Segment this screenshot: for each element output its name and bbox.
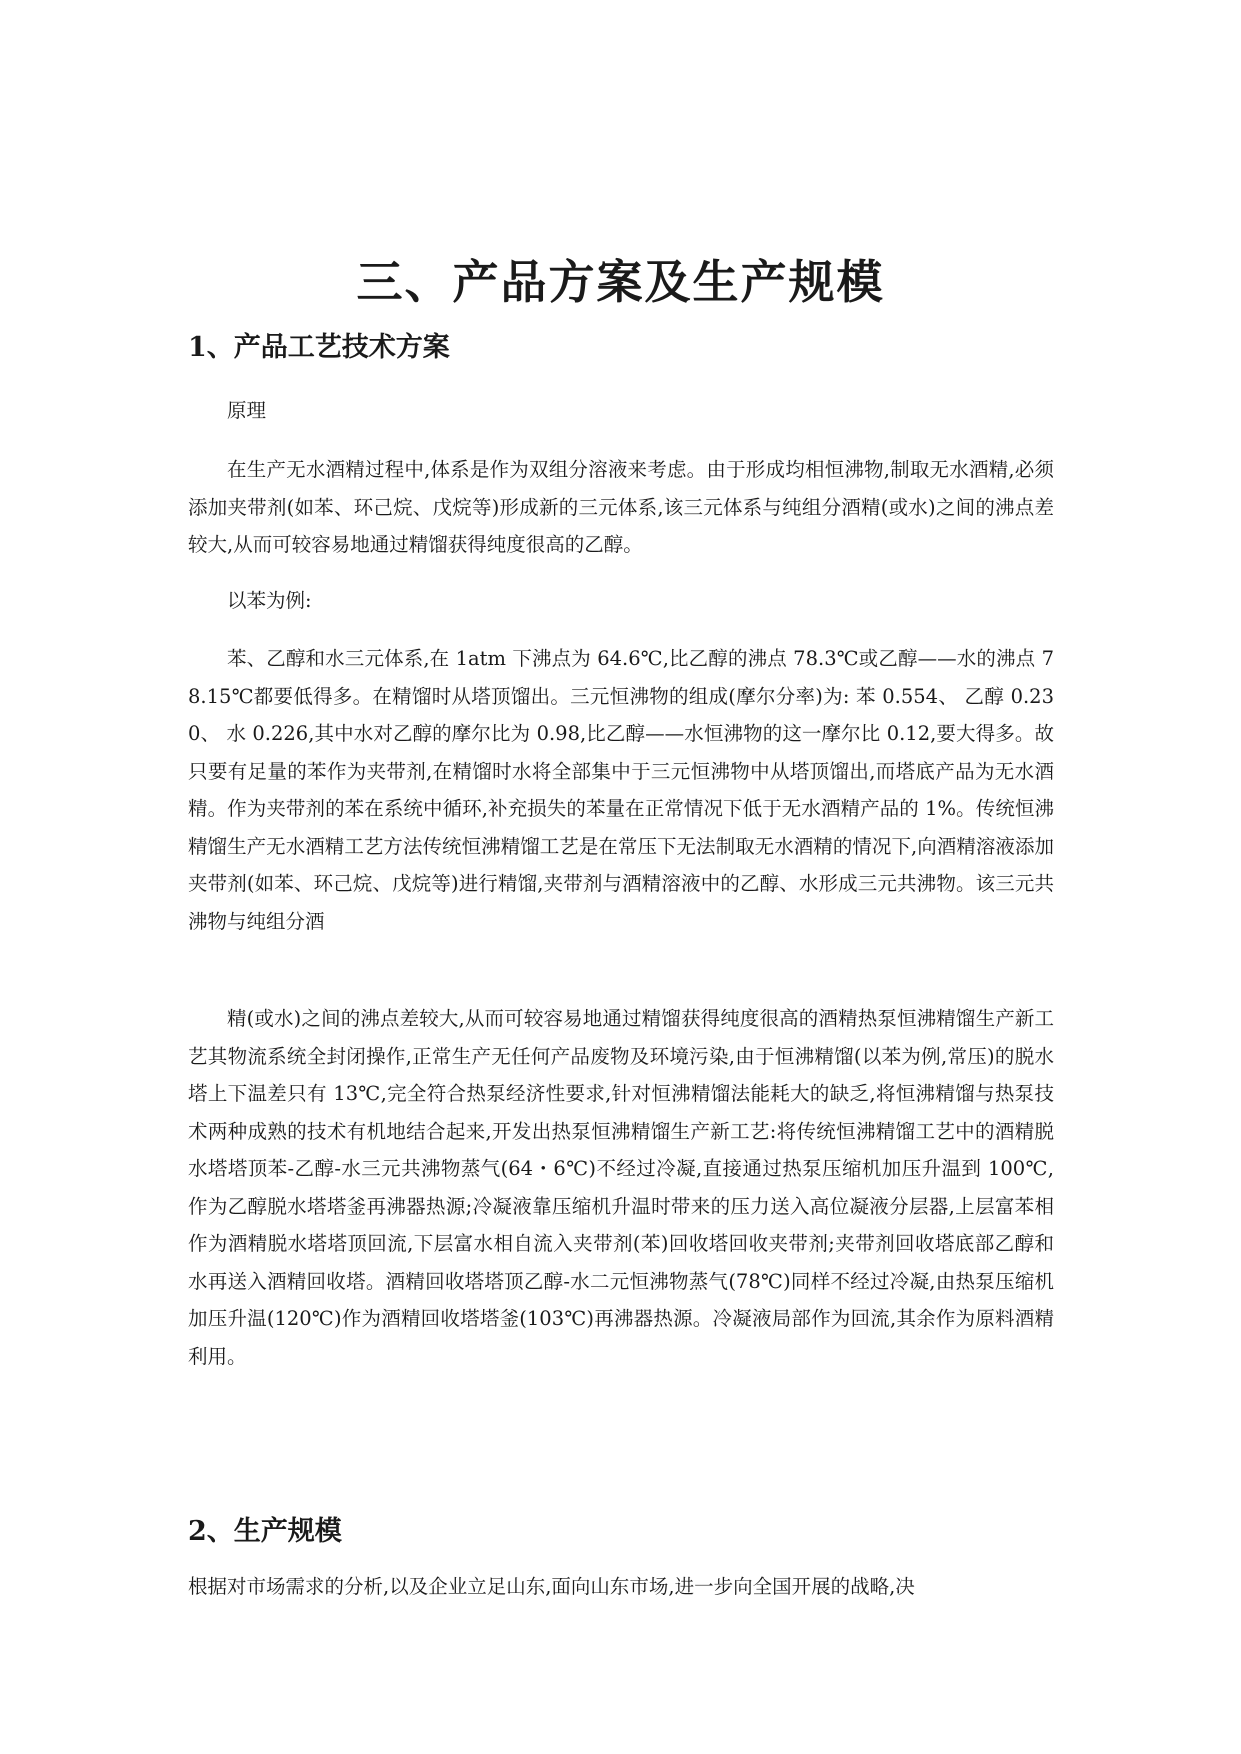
label-example: 以苯为例: [227, 589, 312, 612]
section-heading-scale: 2、生产规模 [188, 1516, 342, 1547]
paragraph-principle: 在生产无水酒精过程中,体系是作为双组分溶液来考虑。由于形成均相恒沸物,制取无水酒精,必须添加夹带剂(如苯、环己烷、戊烷等)形成新的三元体系,该三元体系与纯组分酒精(或水)之间的沸点差较大,从而可较容易地通过精馏获得纯度很高的乙醇。 [188, 458, 1054, 556]
paragraph-heat-pump-process: 精(或水)之间的沸点差较大,从而可较容易地通过精馏获得纯度很高的酒精热泵恒沸精馏生产新工艺其物流系统全封闭操作,正常生产无任何产品废物及环境污染,由于恒沸精馏(以苯为例,常压)的脱水塔上下温差只有 13℃,完全符合热泵经济性要求,针对恒沸精馏法能耗大的缺乏,将恒沸精馏与热泵技术两种成熟的技术有机地结合起来,开发出热泵恒沸精馏生产新工艺:将传统恒沸精馏工艺中的酒精脱水塔塔顶苯-乙醇-水三元共沸物蒸气(64・6℃)不经过冷凝,直接通过热泵压缩机加压升温到 100℃,作为乙醇脱水塔塔釜再沸器热源;冷凝液靠压缩机升温时带来的压力送入高位凝液分层器,上层富苯相作为酒精脱水塔塔顶回流,下层富水相自流入夹带剂(苯)回收塔回收夹带剂;夹带剂回收塔底部乙醇和水再送入酒精回收塔。酒精回收塔塔顶乙醇-水二元恒沸物蒸气(78℃)同样不经过冷凝,由热泵压缩机加压升温(120℃)作为酒精回收塔塔釜(103℃)再沸器热源。冷凝液局部作为回流,其余作为原料酒精利用。 [188, 1007, 1054, 1368]
page-title: 三、产品方案及生产规模 [356, 255, 885, 309]
paragraph-scale: 根据对市场需求的分析,以及企业立足山东,面向山东市场,进一步向全国开展的战略,决 [188, 1575, 915, 1598]
label-principle: 原理 [227, 399, 267, 422]
paragraph-benzene-example: 苯、乙醇和水三元体系,在 1atm 下沸点为 64.6℃,比乙醇的沸点 78.3℃或乙醇——水的沸点 78.15℃都要低得多。在精馏时从塔顶馏出。三元恒沸物的组成(摩尔分率)为: 苯 0.554、 乙醇 0.230、 水 0.226,其中水对乙醇的摩尔比为 0.98,比乙醇——水恒沸物的这一摩尔比 0.12,要大得多。故只要有足量的苯作为夹带剂,在精馏时水将全部集中于三元恒沸物中从塔顶馏出,而塔底产品为无水酒精。作为夹带剂的苯在系统中循环,补充损失的苯量在正常情况下低于无水酒精产品的 1%。传统恒沸精馏生产无水酒精工艺方法传统恒沸精馏工艺是在常压下无法制取无水酒精的情况下,向酒精溶液添加夹带剂(如苯、环己烷、戊烷等)进行精馏,夹带剂与酒精溶液中的乙醇、水形成三元共沸物。该三元共沸物与纯组分酒 [188, 647, 1054, 933]
section-heading-process: 1、产品工艺技术方案 [188, 332, 450, 363]
